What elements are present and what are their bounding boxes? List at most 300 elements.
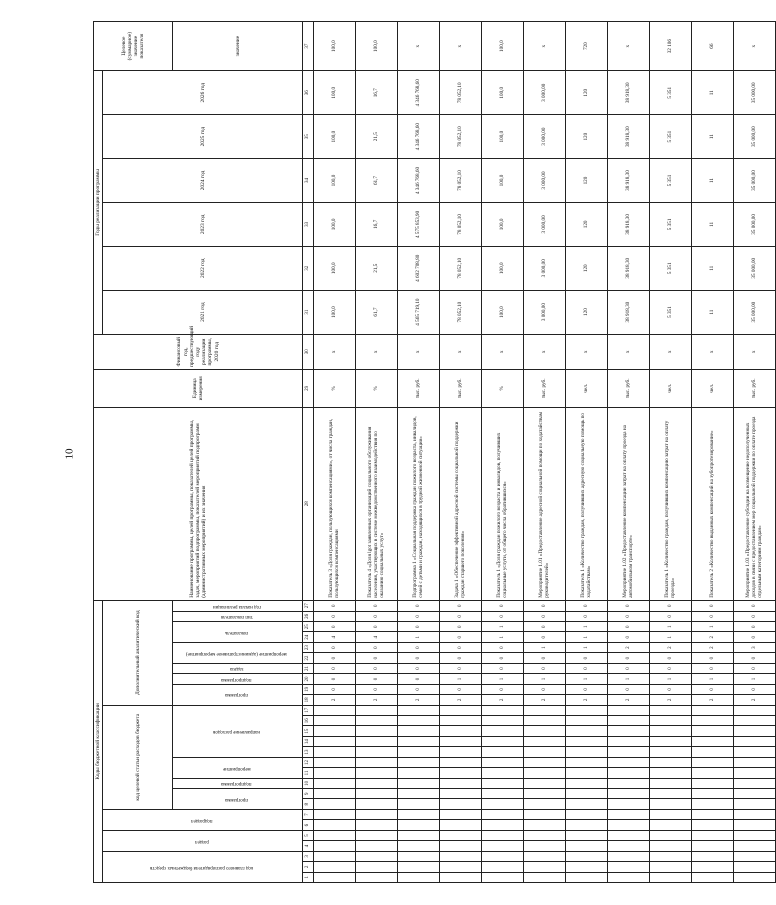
- row-unit: %: [482, 370, 524, 408]
- code-cell: 0: [482, 611, 524, 621]
- row-year-value: 4 346 768,60: [398, 159, 440, 203]
- code-cell: 0: [650, 600, 692, 611]
- code-cell: [314, 726, 356, 736]
- row-year-value: 11: [692, 202, 734, 246]
- code-cell: [314, 809, 356, 819]
- code-cell: 0: [650, 653, 692, 663]
- row-unit: чел.: [692, 370, 734, 408]
- year-2025-header: 2025 год: [103, 115, 303, 159]
- column-number: 29: [303, 370, 314, 408]
- d6-header: тип показателя: [173, 611, 303, 621]
- code-cell: [650, 789, 692, 799]
- code-cell: 0: [482, 653, 524, 663]
- code-cell: 0: [398, 653, 440, 663]
- row-year-value: 35 000,00: [734, 71, 776, 115]
- code-cell: 0: [398, 622, 440, 632]
- row-fin-year: х: [524, 334, 566, 370]
- code-cell: [650, 736, 692, 746]
- code-cell: [440, 705, 482, 715]
- code-cell: 0: [692, 663, 734, 673]
- column-number: 33: [303, 202, 314, 246]
- code-cell: [566, 799, 608, 809]
- code-cell: 0: [440, 653, 482, 663]
- column-number: 12: [303, 757, 314, 767]
- t-program-header: программа: [173, 789, 303, 810]
- code-cell: [692, 747, 734, 757]
- code-cell: [692, 841, 734, 851]
- code-cell: [356, 799, 398, 809]
- code-cell: 0: [314, 663, 356, 673]
- code-cell: 2: [734, 695, 776, 705]
- row-year-value: 38 918,30: [608, 290, 650, 334]
- column-number: 30: [303, 334, 314, 370]
- code-cell: [608, 778, 650, 788]
- code-cell: [398, 747, 440, 757]
- code-cell: [356, 736, 398, 746]
- code-cell: [356, 747, 398, 757]
- t-event-header: мероприятие: [173, 757, 303, 778]
- code-cell: 1: [650, 632, 692, 642]
- code-cell: 0: [734, 611, 776, 621]
- code-cell: 0: [440, 600, 482, 611]
- code-cell: 0: [356, 622, 398, 632]
- row-year-value: 61,7: [356, 159, 398, 203]
- code-cell: [482, 809, 524, 819]
- code-cell: 1: [608, 674, 650, 684]
- code-cell: [734, 757, 776, 767]
- code-cell: [608, 820, 650, 830]
- code-cell: [524, 736, 566, 746]
- row-year-value: 38 918,30: [608, 246, 650, 290]
- row-year-value: 4 346 768,60: [398, 71, 440, 115]
- code-cell: [650, 830, 692, 840]
- code-cell: [440, 768, 482, 778]
- row-year-value: 120: [566, 159, 608, 203]
- column-number: 7: [303, 809, 314, 819]
- code-cell: [482, 736, 524, 746]
- razdel-header: раздел: [103, 830, 303, 851]
- code-cell: 2: [608, 642, 650, 652]
- code-cell: [398, 872, 440, 882]
- code-cell: [566, 757, 608, 767]
- code-cell: [482, 747, 524, 757]
- code-cell: [356, 726, 398, 736]
- code-cell: [440, 851, 482, 861]
- row-year-value: 5 351: [650, 115, 692, 159]
- code-cell: [608, 862, 650, 872]
- code-cell: 2: [356, 695, 398, 705]
- code-cell: [398, 768, 440, 778]
- code-cell: [650, 768, 692, 778]
- row-target-value: х: [734, 22, 776, 71]
- code-cell: 0: [734, 684, 776, 694]
- row-year-value: 21,5: [356, 115, 398, 159]
- code-cell: 0: [482, 642, 524, 652]
- code-cell: [524, 799, 566, 809]
- code-cell: [566, 705, 608, 715]
- code-cell: 0: [398, 674, 440, 684]
- code-cell: [482, 705, 524, 715]
- row-year-value: 100,0: [482, 246, 524, 290]
- row-year-value: 35 000,00: [734, 202, 776, 246]
- row-year-value: 11: [692, 71, 734, 115]
- code-cell: [314, 747, 356, 757]
- row-year-value: 16,7: [356, 202, 398, 246]
- row-name: Показатель 4 «Доля lgot заявленных организаций социального обслуживания населения, участвующих в системе межведомственного взаимодействия по оказанию социальных услуг»: [356, 407, 398, 600]
- row-unit: %: [356, 370, 398, 408]
- code-cell: 0: [566, 663, 608, 673]
- code-cell: [440, 716, 482, 726]
- code-cell: [650, 872, 692, 882]
- code-cell: [734, 872, 776, 882]
- row-fin-year: х: [692, 334, 734, 370]
- row-year-value: 100,0: [482, 115, 524, 159]
- row-year-value: 5 351: [650, 202, 692, 246]
- code-cell: 2: [398, 695, 440, 705]
- code-cell: [482, 768, 524, 778]
- code-cell: [440, 778, 482, 788]
- row-fin-year: х: [566, 334, 608, 370]
- code-cell: 4: [356, 632, 398, 642]
- code-cell: [398, 778, 440, 788]
- code-cell: [356, 830, 398, 840]
- row-year-value: 100,0: [314, 202, 356, 246]
- code-cell: [734, 747, 776, 757]
- column-number: 14: [303, 736, 314, 746]
- code-cell: [524, 757, 566, 767]
- row-year-value: 4 602 708,80: [398, 246, 440, 290]
- code-cell: [524, 716, 566, 726]
- code-cell: [356, 716, 398, 726]
- code-cell: 0: [650, 611, 692, 621]
- code-cell: 0: [524, 600, 566, 611]
- code-cell: 0: [314, 653, 356, 663]
- row-year-value: 38 918,30: [608, 159, 650, 203]
- code-cell: [650, 778, 692, 788]
- code-cell: [440, 862, 482, 872]
- row-year-value: 3 000,00: [524, 202, 566, 246]
- name-header: Наименование программы, целей программы, показателей целей программы, задач, мероприятий подпрограммы, показателей мероприятий подпрограмм (административных мероприятий) и их значения: [94, 407, 303, 600]
- code-cell: 2: [482, 695, 524, 705]
- row-year-value: 38 918,30: [608, 115, 650, 159]
- row-year-value: 3 000,00: [524, 71, 566, 115]
- code-cell: [692, 705, 734, 715]
- code-cell: [608, 830, 650, 840]
- code-cell: [440, 736, 482, 746]
- row-year-value: 3 000,00: [524, 246, 566, 290]
- code-cell: [524, 747, 566, 757]
- row-year-value: 3 000,00: [524, 159, 566, 203]
- table-row: [692, 22, 734, 883]
- code-cell: 0: [356, 642, 398, 652]
- code-cell: [482, 716, 524, 726]
- column-number: 17: [303, 705, 314, 715]
- code-cell: [482, 726, 524, 736]
- code-cell: [650, 799, 692, 809]
- code-cell: 0: [692, 611, 734, 621]
- code-cell: [398, 809, 440, 819]
- row-year-value: 5 351: [650, 246, 692, 290]
- code-cell: [398, 736, 440, 746]
- row-unit: тыс. руб.: [524, 370, 566, 408]
- code-cell: 0: [608, 684, 650, 694]
- row-year-value: 78 052,10: [440, 71, 482, 115]
- code-cell: [734, 841, 776, 851]
- row-year-value: 35 000,00: [734, 246, 776, 290]
- row-target-value: 32 106: [650, 22, 692, 71]
- code-cell: [566, 841, 608, 851]
- row-year-value: 78 052,10: [440, 159, 482, 203]
- row-target-value: х: [524, 22, 566, 71]
- row-year-value: 5 351: [650, 290, 692, 334]
- column-number: 34: [303, 159, 314, 203]
- year-2026-header: 2026 год: [103, 71, 303, 115]
- code-cell: [608, 705, 650, 715]
- column-number: 32: [303, 246, 314, 290]
- column-number: 1: [303, 872, 314, 882]
- code-cell: [398, 705, 440, 715]
- row-year-value: 3 000,00: [524, 290, 566, 334]
- code-cell: [650, 851, 692, 861]
- code-cell: 1: [692, 622, 734, 632]
- row-year-value: 100,0: [482, 290, 524, 334]
- code-cell: [650, 809, 692, 819]
- column-number: 10: [303, 778, 314, 788]
- code-cell: [314, 778, 356, 788]
- d4-header: мероприятие (административное мероприятие): [173, 642, 303, 663]
- table-row: [440, 22, 482, 883]
- row-year-value: 100,0: [314, 290, 356, 334]
- column-number: 31: [303, 290, 314, 334]
- code-cell: 0: [314, 622, 356, 632]
- row-unit: тыс. руб.: [398, 370, 440, 408]
- code-cell: 0: [566, 653, 608, 663]
- row-year-value: 100,0: [482, 202, 524, 246]
- code-cell: [566, 809, 608, 819]
- code-cell: [734, 820, 776, 830]
- code-cell: [650, 862, 692, 872]
- code-cell: [440, 830, 482, 840]
- row-name: Задача 1 «Обеспечение эффективной адресной системы социальной поддержки граждан старшего поколения»: [440, 407, 482, 600]
- code-cell: 0: [440, 642, 482, 652]
- row-year-value: 120: [566, 71, 608, 115]
- code-cell: [650, 726, 692, 736]
- row-year-value: 5 351: [650, 71, 692, 115]
- code-cell: [356, 778, 398, 788]
- code-cell: 0: [356, 611, 398, 621]
- column-number: 5: [303, 830, 314, 840]
- code-cell: 0: [734, 600, 776, 611]
- code-cell: 1: [650, 674, 692, 684]
- code-cell: [356, 862, 398, 872]
- code-cell: [692, 809, 734, 819]
- code-cell: [482, 820, 524, 830]
- row-year-value: 100,0: [314, 246, 356, 290]
- table-row: [608, 22, 650, 883]
- row-year-value: 100,0: [314, 71, 356, 115]
- code-cell: [650, 757, 692, 767]
- row-year-value: 5 351: [650, 159, 692, 203]
- code-cell: [314, 789, 356, 799]
- code-cell: 2: [692, 695, 734, 705]
- code-cell: 0: [314, 684, 356, 694]
- code-cell: [356, 841, 398, 851]
- column-number: 37: [303, 22, 314, 71]
- code-cell: [524, 778, 566, 788]
- code-cell: 1: [566, 674, 608, 684]
- row-fin-year: х: [356, 334, 398, 370]
- year-2023-header: 2023 год: [103, 202, 303, 246]
- year-2021-header: 2021 год: [103, 290, 303, 334]
- code-cell: [734, 799, 776, 809]
- column-number: 9: [303, 789, 314, 799]
- d2-header: подпрограмма: [173, 674, 303, 684]
- row-year-value: 21,5: [356, 246, 398, 290]
- code-cell: [566, 872, 608, 882]
- code-cell: [356, 705, 398, 715]
- column-number: 6: [303, 820, 314, 830]
- code-cell: 1: [566, 642, 608, 652]
- row-target-value: х: [440, 22, 482, 71]
- header-row-1: [94, 22, 103, 883]
- row-unit: чел.: [650, 370, 692, 408]
- code-cell: [524, 809, 566, 819]
- code-cell: [566, 716, 608, 726]
- table-row: [524, 22, 566, 883]
- row-unit: тыс. руб.: [608, 370, 650, 408]
- row-name: Показатель 3 «Доля граждан, пользующихся компенсациями», от числа граждан, пользующихся компенсациями: [314, 407, 356, 600]
- row-name: Показатель 2 «Количество выданных компенсаций на зубопротезирование»: [692, 407, 734, 600]
- year-2024-header: 2024 год: [103, 159, 303, 203]
- table-row: [356, 22, 398, 883]
- code-cell: [734, 768, 776, 778]
- code-cell: [692, 778, 734, 788]
- target-code-group-header: код целевой статьи расходов бюджета: [103, 705, 173, 809]
- code-cell: [650, 841, 692, 851]
- code-cell: [440, 809, 482, 819]
- code-cell: 1: [692, 674, 734, 684]
- code-cell: [650, 820, 692, 830]
- code-cell: [734, 809, 776, 819]
- rotated-table-container: [93, 21, 763, 883]
- code-cell: [440, 757, 482, 767]
- table-row: [734, 22, 776, 883]
- row-unit: чел.: [566, 370, 608, 408]
- row-year-value: 11: [692, 115, 734, 159]
- code-cell: 0: [440, 611, 482, 621]
- code-cell: 0: [356, 663, 398, 673]
- column-number: 23: [303, 642, 314, 652]
- code-cell: 1: [482, 622, 524, 632]
- code-cell: 0: [692, 600, 734, 611]
- code-cell: 0: [524, 684, 566, 694]
- code-cell: 1: [524, 674, 566, 684]
- code-cell: [524, 820, 566, 830]
- code-cell: [314, 830, 356, 840]
- code-cell: [482, 872, 524, 882]
- column-number: 2: [303, 862, 314, 872]
- code-cell: 0: [650, 684, 692, 694]
- page-number: 10: [63, 448, 76, 460]
- code-cell: [608, 799, 650, 809]
- row-fin-year: х: [482, 334, 524, 370]
- code-cell: [566, 747, 608, 757]
- code-cell: [524, 830, 566, 840]
- code-cell: [398, 820, 440, 830]
- code-cell: [692, 736, 734, 746]
- code-cell: 0: [398, 642, 440, 652]
- dop-code-group-header: Дополнительный аналитический код: [103, 600, 173, 705]
- target-value-header: значение: [173, 22, 303, 71]
- code-cell: [314, 799, 356, 809]
- code-cell: [482, 851, 524, 861]
- row-fin-year: х: [440, 334, 482, 370]
- fin-year-header: Финансовый год, предшествующий году реализации программы, 2020 год: [94, 334, 303, 370]
- code-cell: 0: [608, 653, 650, 663]
- row-target-value: 720: [566, 22, 608, 71]
- code-cell: 2: [692, 642, 734, 652]
- code-cell: [482, 830, 524, 840]
- code-cell: [356, 851, 398, 861]
- code-cell: 0: [692, 684, 734, 694]
- code-cell: [566, 778, 608, 788]
- row-year-value: 100,0: [482, 71, 524, 115]
- code-cell: [566, 830, 608, 840]
- code-cell: 0: [566, 684, 608, 694]
- column-number: 8: [303, 799, 314, 809]
- code-cell: 0: [314, 611, 356, 621]
- code-cell: [566, 862, 608, 872]
- table-row: [398, 22, 440, 883]
- code-cell: 0: [608, 611, 650, 621]
- row-fin-year: х: [650, 334, 692, 370]
- row-name: Мероприятие 1.03 «Предоставление субсидии на возмещение недополученных доходов в связи с предоставлением мер социальной поддержки по оплате проезда отдельным категориям граждан»: [734, 407, 776, 600]
- code-cell: 2: [524, 695, 566, 705]
- code-cell: 0: [608, 622, 650, 632]
- row-year-value: 120: [566, 246, 608, 290]
- target-header: Целевое (суммарное) значение показателя: [94, 22, 173, 71]
- code-cell: [692, 830, 734, 840]
- code-cell: 0: [524, 611, 566, 621]
- code-cell: [524, 768, 566, 778]
- code-cell: [608, 736, 650, 746]
- code-cell: 0: [314, 642, 356, 652]
- d5-header: показатель: [173, 622, 303, 643]
- code-cell: [608, 872, 650, 882]
- row-year-value: 61,7: [356, 290, 398, 334]
- code-cell: [398, 851, 440, 861]
- code-cell: [398, 841, 440, 851]
- code-cell: 0: [524, 653, 566, 663]
- code-cell: [482, 757, 524, 767]
- code-cell: 2: [650, 695, 692, 705]
- code-cell: [692, 757, 734, 767]
- code-cell: [734, 705, 776, 715]
- code-cell: [734, 830, 776, 840]
- code-cell: [692, 872, 734, 882]
- code-cell: [692, 726, 734, 736]
- code-cell: 2: [692, 632, 734, 642]
- d7-header: год начала реализации: [173, 600, 303, 611]
- row-name: Мероприятие 1.01 «Предоставление адресной социальной помощи по ходатайствам руководителей»: [524, 407, 566, 600]
- code-cell: [566, 851, 608, 861]
- code-cell: [314, 851, 356, 861]
- code-cell: 0: [524, 632, 566, 642]
- code-cell: 0: [566, 600, 608, 611]
- code-cell: 1: [566, 622, 608, 632]
- code-cell: [566, 768, 608, 778]
- code-cell: 0: [482, 684, 524, 694]
